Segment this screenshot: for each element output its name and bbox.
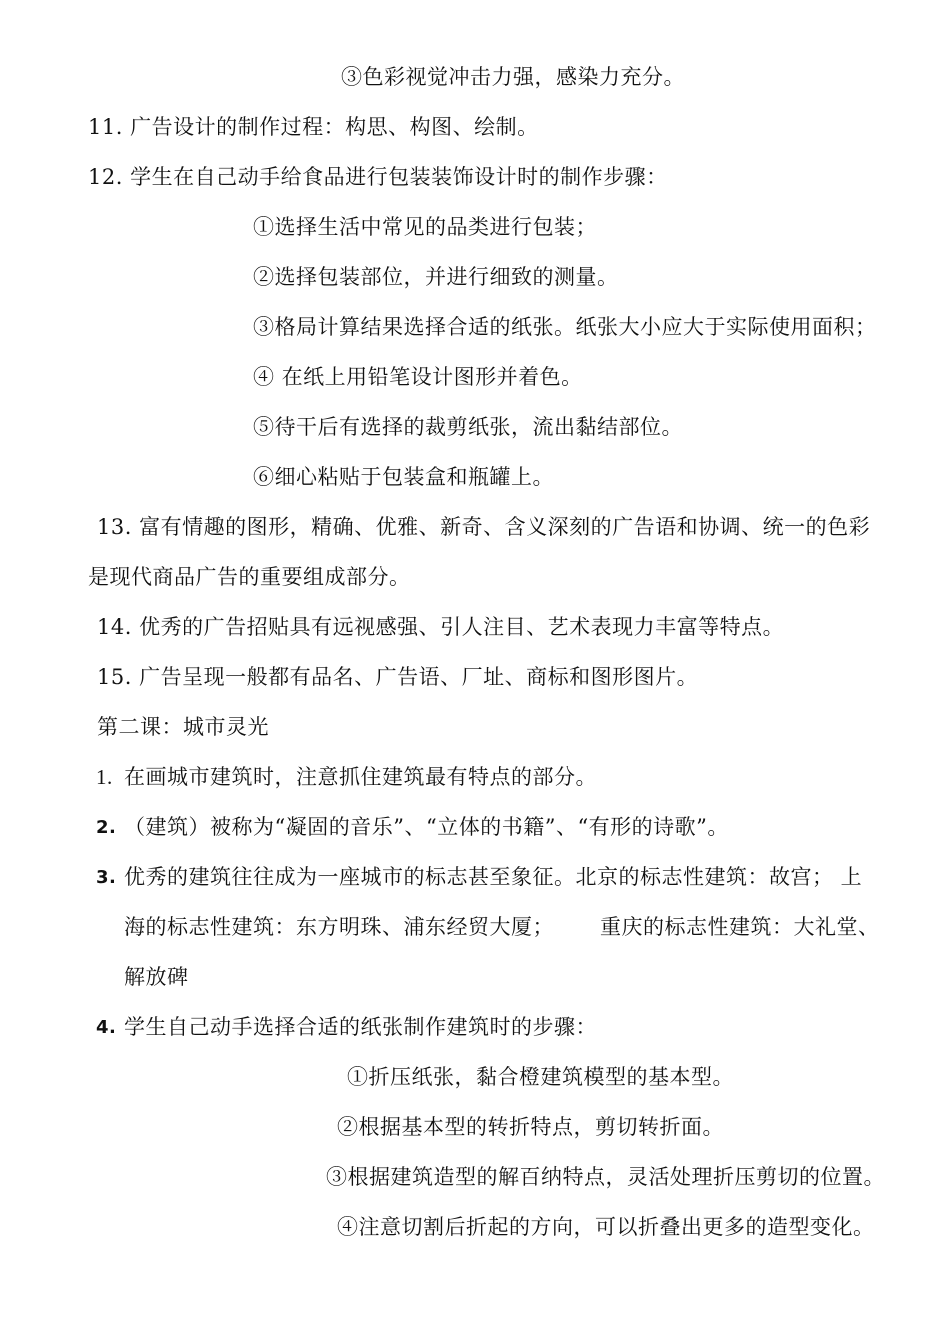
build-step-4: ④注意切割后折起的方向，可以折叠出更多的造型变化。 [337, 1215, 875, 1239]
step-3: ③格局计算结果选择合适的纸张。纸张大小应大于实际使用面积； [253, 315, 877, 339]
lesson-heading: 第二课：城市灵光 [97, 715, 269, 739]
list-number: 4. [96, 1017, 117, 1038]
step-5: ⑤待干后有选择的裁剪纸张，流出黏结部位。 [253, 415, 683, 439]
step-6: ⑥细心粘贴于包装盒和瓶罐上。 [253, 465, 554, 489]
lesson2-item-2: （建筑）被称为“凝固的音乐”、“立体的书籍”、“有形的诗歌”。 [124, 815, 729, 839]
item-11: 11. 广告设计的制作过程：构思、构图、绘制。 [88, 115, 539, 139]
item-13-cont: 是现代商品广告的重要组成部分。 [88, 565, 411, 589]
build-step-2: ②根据基本型的转折特点，剪切转折面。 [337, 1115, 724, 1139]
step-1: ①选择生活中常见的品类进行包装； [253, 215, 597, 239]
lesson2-item-4: 学生自己动手选择合适的纸张制作建筑时的步骤： [124, 1015, 597, 1039]
lesson2-item-3: 优秀的建筑往往成为一座城市的标志甚至象征。北京的标志性建筑：故宫； 上 [124, 865, 863, 889]
lesson2-item-3-cont-b: 重庆的标志性建筑：大礼堂、 [600, 915, 880, 939]
list-number: 3. [96, 867, 117, 888]
list-number: 1. [96, 765, 113, 789]
build-step-1: ①折压纸张，黏合橙建筑模型的基本型。 [347, 1065, 734, 1089]
step-4: ④ 在纸上用铅笔设计图形并着色。 [253, 365, 583, 389]
lesson2-item-1: 在画城市建筑时，注意抓住建筑最有特点的部分。 [124, 765, 597, 789]
item-14: 14. 优秀的广告招贴具有远视感强、引人注目、艺术表现力丰富等特点。 [97, 615, 785, 639]
step-2: ②选择包装部位，并进行细致的测量。 [253, 265, 619, 289]
lesson2-item-3-cont: 海的标志性建筑：东方明珠、浦东经贸大厦； [124, 915, 554, 939]
item-15: 15. 广告呈现一般都有品名、广告语、厂址、商标和图形图片。 [97, 665, 699, 689]
item-13: 13. 富有情趣的图形，精确、优雅、新奇、含义深刻的广告语和协调、统一的色彩 [97, 515, 871, 539]
lesson2-item-3-end: 解放碑 [124, 965, 189, 989]
text-line: ③色彩视觉冲击力强，感染力充分。 [341, 65, 685, 89]
build-step-3: ③根据建筑造型的解百纳特点，灵活处理折压剪切的位置。 [326, 1165, 885, 1189]
item-12: 12. 学生在自己动手给食品进行包装装饰设计时的制作步骤： [88, 165, 668, 189]
list-number: 2. [96, 817, 117, 838]
